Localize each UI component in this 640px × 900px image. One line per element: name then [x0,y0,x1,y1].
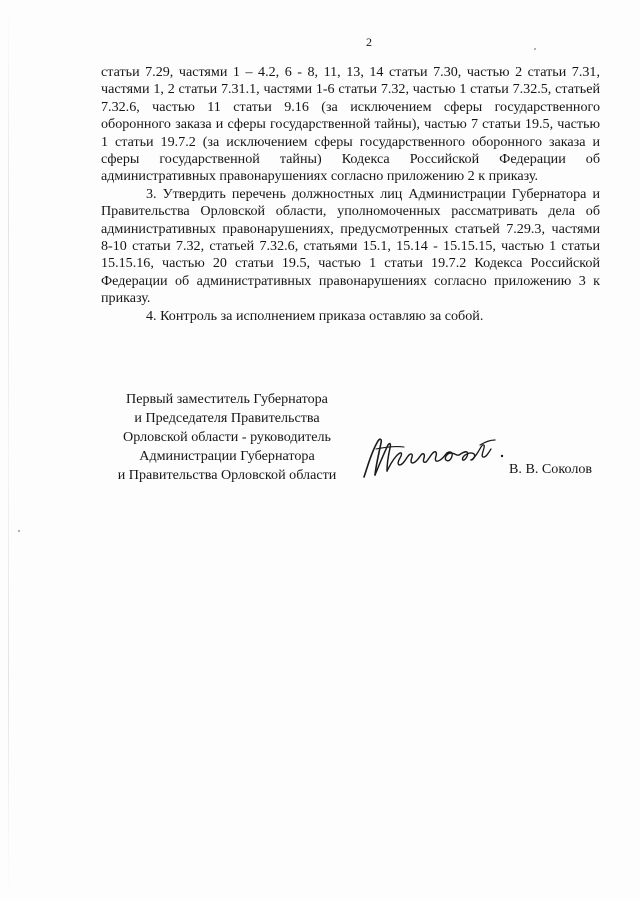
position-line: Орловской области - руководитель [123,429,331,445]
signer-name: В. В. Соколов [509,461,593,477]
scan-edge-line [8,0,9,900]
position-line: Первый заместитель Губернатора [126,391,328,407]
scan-speck [534,48,536,50]
paragraph-item-3: 3. Утвердить перечень должностных лиц Администрации Губернатора и Правительства Орловской области, уполномоченных рассматривать дела об административных правонарушениях, предусмотренных статьей 7.29.3, частями 8-10 статьи 7.32, статьей 7.32.6, статьями 15.1, 15.14 - 15.15.15, частью 1 статьи 15.15.16, частью 20 статьи 19.5, частью 1 статьи 19.7.2 Кодекса Российской Федерации об административных правонарушениях согласно приложению 3 к приказу. [101,185,600,307]
document-body [101,64,600,325]
paragraph-continuation: статьи 7.29, частями 1 – 4.2, 6 - 8, 11, 13, 14 статьи 7.30, частью 2 статьи 7.31, частями 1, 2 статьи 7.31.1, частями 1-6 статьи 7.32, частью 1 статьи 7.32.5, статьей 7.32.6, частью 11 статьи 9.16 (за исключением сферы государственного оборонного заказа и сферы государственной тайны), частью 7 статьи 19.5, частью 1 статьи 19.7.2 (за исключением сферы государственного оборонного заказа и сферы государственной тайны) Кодекса Российской Федерации об административных правонарушениях согласно приложению 2 к приказу. [101,64,600,185]
signatory-position [101,390,353,485]
position-line: и Правительства Орловской области [117,467,337,483]
scan-speck [18,530,20,532]
page-number: 2 [366,35,372,49]
paragraph-item-4: 4. Контроль за исполнением приказа оставляю за собой. [146,307,484,324]
position-line: и Председателя Правительства [134,410,320,426]
handwritten-signature [356,425,512,487]
position-line: Администрации Губернатора [139,448,315,464]
